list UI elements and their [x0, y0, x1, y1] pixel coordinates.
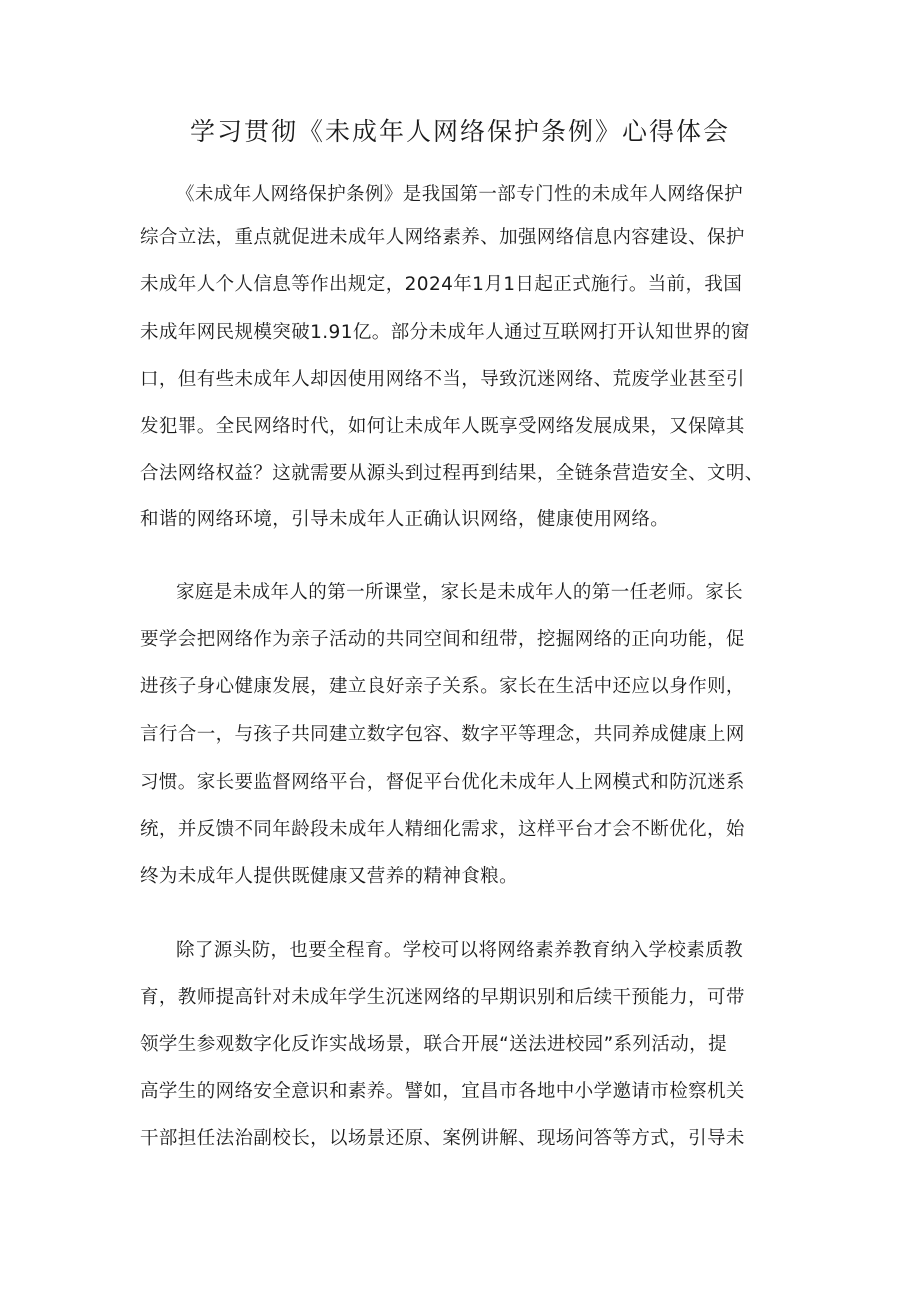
paragraph-1-line-8: 和谐的网络环境，引导未成年人正确认识网络，健康使用网络。 [140, 509, 670, 530]
paragraph-1-line-4: 未成年网民规模突破1.91亿。部分未成年人通过互联网打开认知世界的窗 [140, 322, 750, 343]
paragraph-3-line-3: 领学生参观数字化反诈实战场景，联合开展“送法进校园”系列活动，提 [140, 1034, 727, 1055]
paragraph-2-line-3: 进孩子身心健康发展，建立良好亲子关系。家长在生活中还应以身作则， [140, 676, 745, 697]
paragraph-1-line-3: 未成年人个人信息等作出规定，2024年1月1日起正式施行。当前，我国 [140, 274, 743, 295]
paragraph-2-line-6: 统，并反馈不同年龄段未成年人精细化需求，这样平台才会不断优化，始 [140, 819, 745, 840]
paragraph-2-line-7: 终为未成年人提供既健康又营养的精神食粮。 [140, 866, 519, 887]
paragraph-1-line-5: 口，但有些未成年人却因使用网络不当，导致沉迷网络、荒废学业甚至引 [140, 369, 745, 390]
paragraph-3-line-2: 育，教师提高针对未成年学生沉迷网络的早期识别和后续干预能力，可带 [140, 987, 745, 1008]
paragraph-1-line-1: 《未成年人网络保护条例》是我国第一部专门性的未成年人网络保护 [176, 184, 744, 205]
paragraph-2-line-5: 习惯。家长要监督网络平台，督促平台优化未成年人上网模式和防沉迷系 [140, 772, 745, 793]
paragraph-1-line-6: 发犯罪。全民网络时代，如何让未成年人既享受网络发展成果，又保障其 [140, 416, 745, 437]
paragraph-2-line-1: 家庭是未成年人的第一所课堂，家长是未成年人的第一任老师。家长 [176, 582, 744, 603]
paragraph-3-line-1: 除了源头防，也要全程育。学校可以将网络素养教育纳入学校素质教 [176, 940, 744, 961]
document-title: 学习贯彻《未成年人网络保护条例》心得体会 [189, 117, 730, 146]
paragraph-1-line-7: 合法网络权益？这就需要从源头到过程再到结果，全链条营造安全、文明、 [140, 463, 764, 484]
paragraph-2-line-4: 言行合一，与孩子共同建立数字包容、数字平等理念，共同养成健康上网 [140, 724, 745, 745]
paragraph-3-line-5: 干部担任法治副校长，以场景还原、案例讲解、现场问答等方式，引导未 [140, 1128, 745, 1149]
paragraph-1-line-2: 综合立法，重点就促进未成年人网络素养、加强网络信息内容建设、保护 [140, 227, 745, 248]
paragraph-3-line-4: 高学生的网络安全意识和素养。譬如，宜昌市各地中小学邀请市检察机关 [140, 1081, 745, 1102]
paragraph-2-line-2: 要学会把网络作为亲子活动的共同空间和纽带，挖掘网络的正向功能，促 [140, 629, 745, 650]
